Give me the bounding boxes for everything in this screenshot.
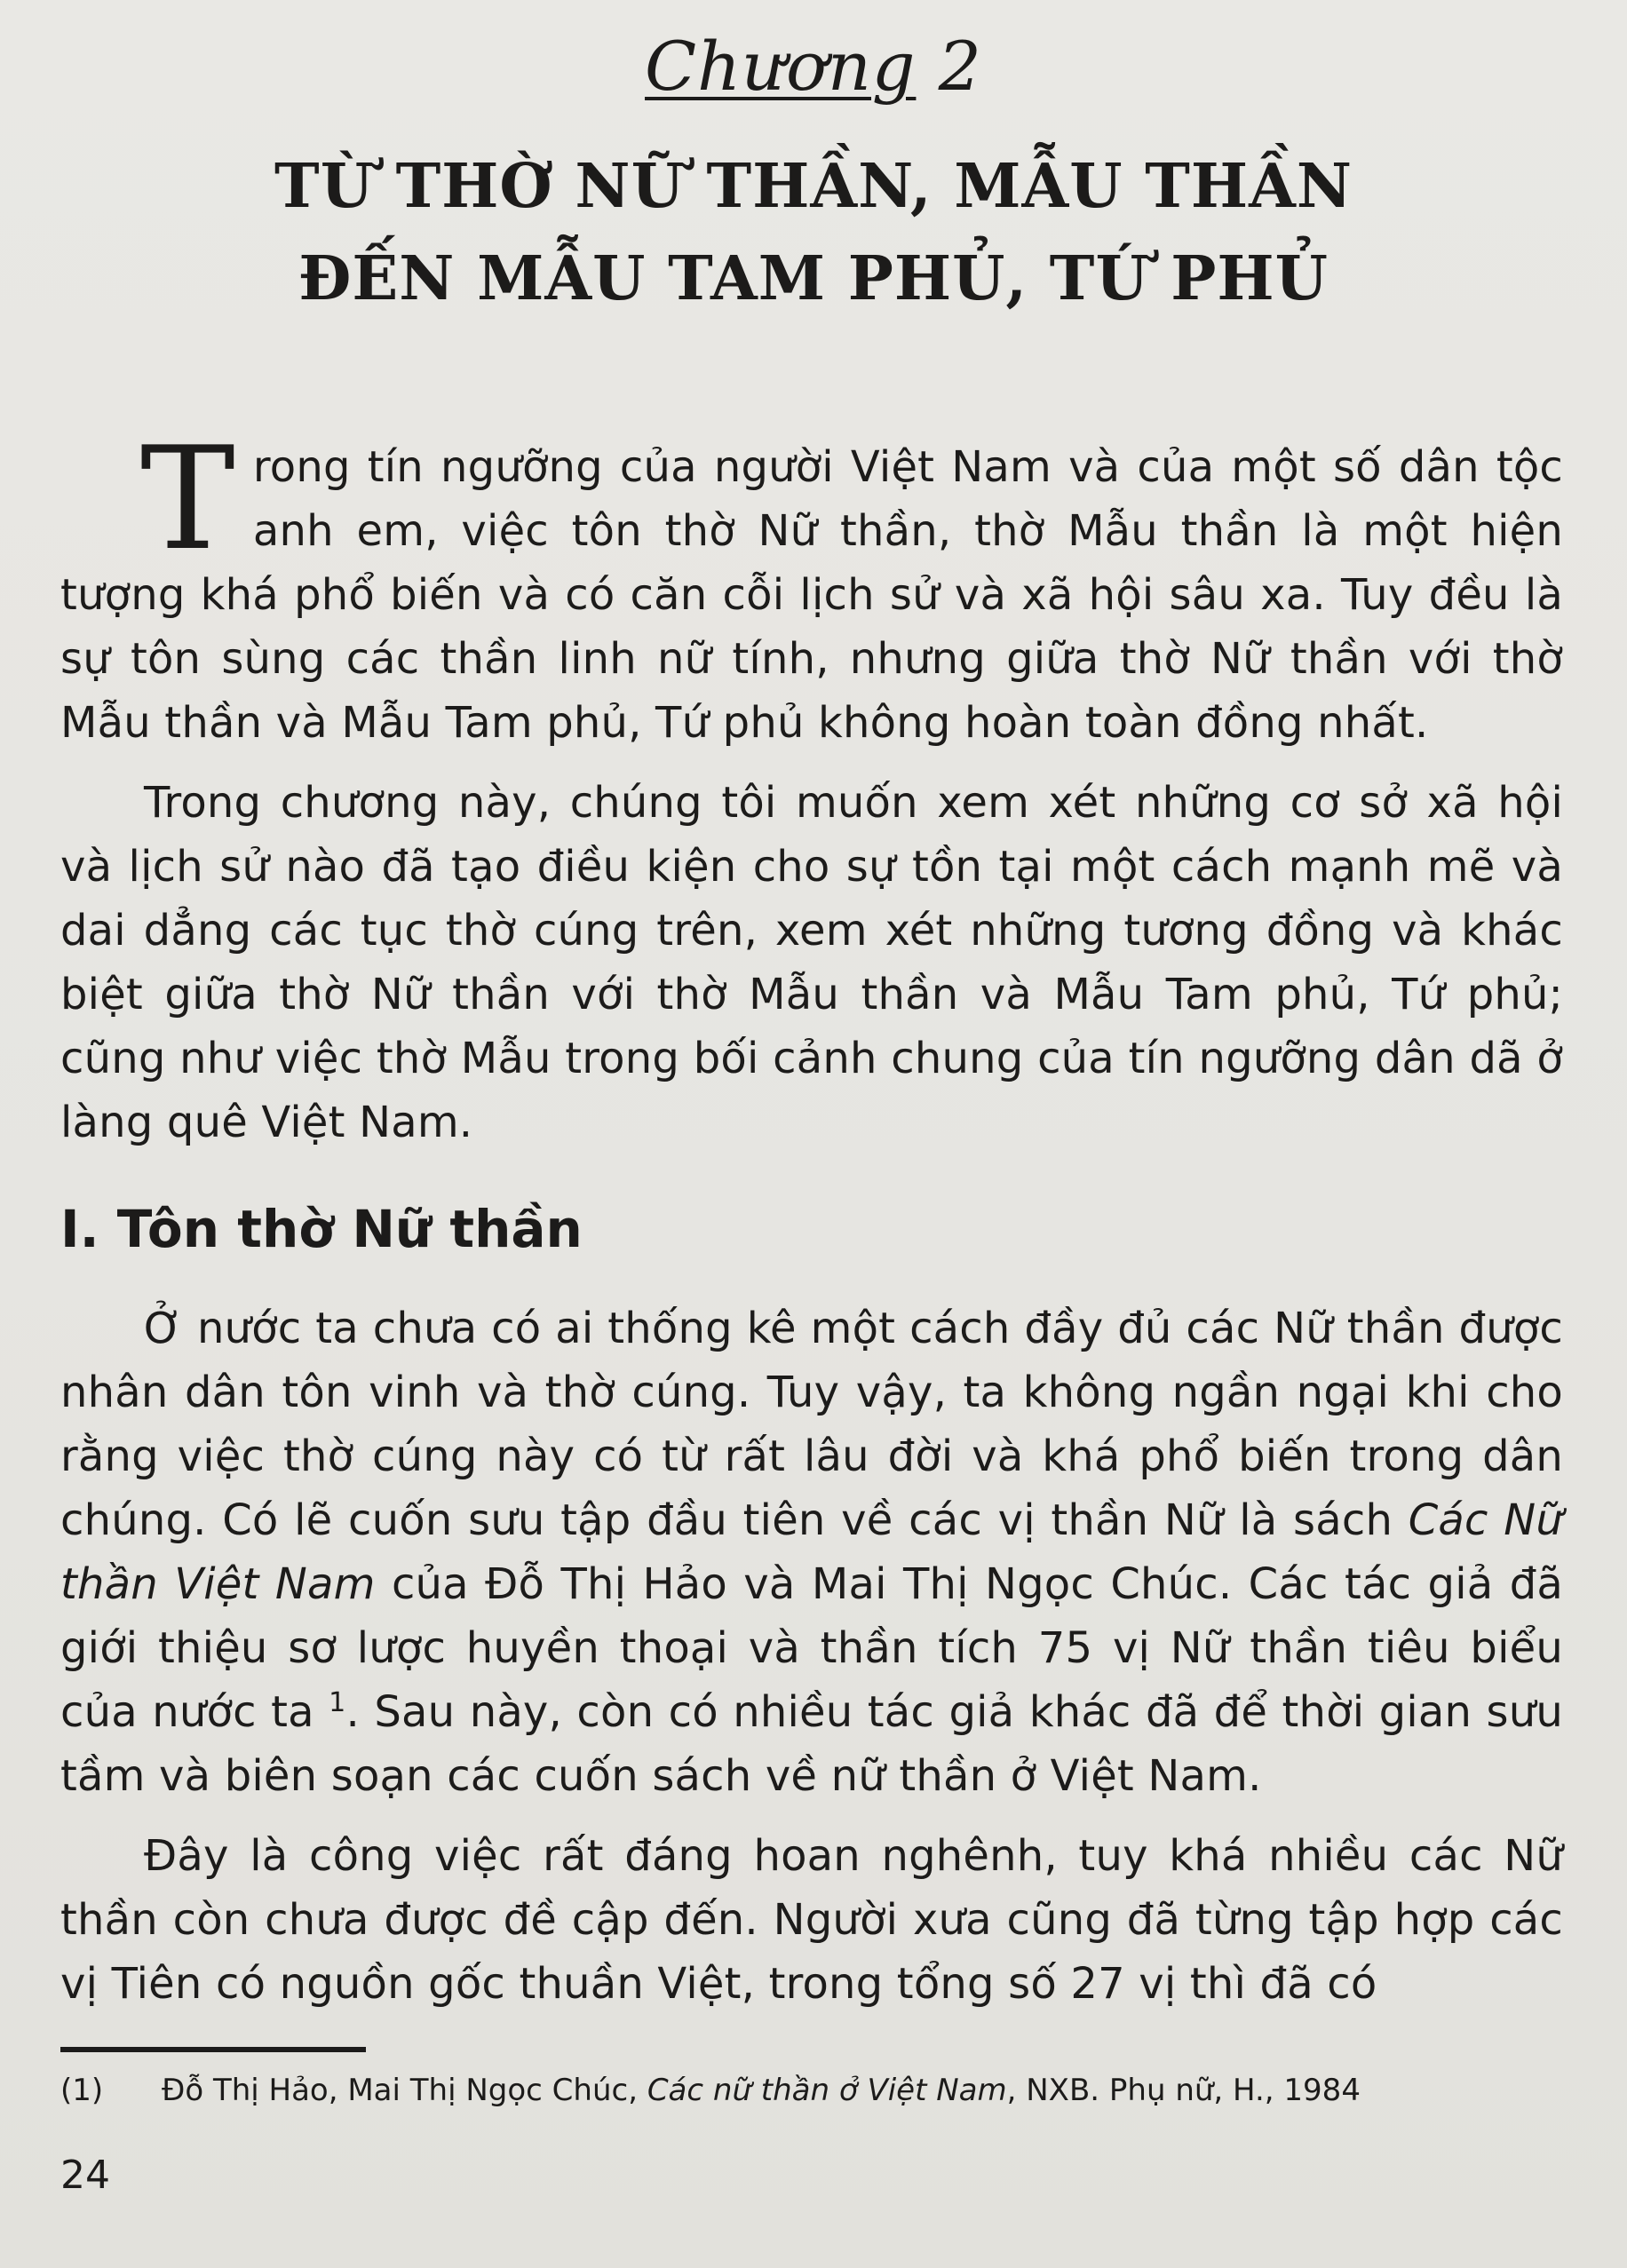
drop-cap: T (140, 416, 235, 582)
intro-paragraph-1 (60, 416, 1563, 755)
section-heading: I. Tôn thờ Nữ thần (60, 1199, 583, 1259)
intro-paragraph-1-text: rong tín ngưỡng của người Việt Nam và của một số dân tộc anh em, việc tôn thờ Nữ thần, thờ Mẫu thần là một hiện tượng khá phổ biến và có căn cỗi lịch sử và xã hội sâu xa. Tuy đều là sự tôn sùng các thần linh nữ tính, nhưng giữa thờ Nữ thần với thờ Mẫu thần và Mẫu Tam phủ, Tứ phủ không hoàn toàn đồng nhất. (60, 442, 1563, 748)
footnote (60, 2066, 1563, 2115)
section-paragraph-1-part-a: Ở nước ta chưa có ai thống kê một cách đầy đủ các Nữ thần được nhân dân tôn vinh và thờ cúng. Tuy vậy, ta không ngần ngại khi cho rằng việc thờ cúng này có từ rất lâu đời và khá phổ biến trong dân chúng. Có lẽ cuốn sưu tập đầu tiên về các vị thần Nữ là sách (60, 1304, 1563, 1545)
intro-text (60, 416, 1563, 1170)
footnote-book-title: Các nữ thần ở Việt Nam (647, 2073, 1007, 2108)
book-title: Các Nữ thần Việt Nam (60, 1495, 1563, 1609)
chapter-title-line-2: ĐẾN MẪU TAM PHỦ, TỨ PHỦ (298, 243, 1329, 314)
chapter-label (0, 27, 1627, 107)
footnote-divider (60, 2047, 366, 2052)
page-number: 24 (60, 2153, 110, 2198)
intro-paragraph-2: Trong chương này, chúng tôi muốn xem xét những cơ sở xã hội và lịch sử nào đã tạo điều kiện cho sự tồn tại một cách mạnh mẽ và dai dẳng các tục thờ cúng trên, xem xét những tương đồng và khác biệt giữa thờ Nữ thần với thờ Mẫu thần và Mẫu Tam phủ, Tứ phủ; cũng như việc thờ Mẫu trong bối cảnh chung của tín ngưỡng dân dã ở làng quê Việt Nam. (60, 778, 1563, 1147)
section-paragraph-2: Đây là công việc rất đáng hoan nghênh, tuy khá nhiều các Nữ thần còn chưa được đề cập đến. Người xưa cũng đã từng tập hợp các vị Tiên có nguồn gốc thuần Việt, trong tổng số 27 vị thì đã có (60, 1831, 1563, 2009)
section-text (60, 1297, 1563, 2032)
footnote-text-b: , NXB. Phụ nữ, H., 1984 (1006, 2073, 1361, 2108)
chapter-title-line-1: TỪ THỜ NỮ THẦN, MẪU THẦN (274, 151, 1353, 222)
chapter-word: Chương (645, 27, 917, 106)
section-paragraph-1 (60, 1297, 1563, 1808)
section-paragraph-1-part-c: . Sau này, còn có nhiều tác giả khác đã để thời gian sưu tầm và biên soạn các cuốn sách về nữ thần ở Việt Nam. (60, 1687, 1563, 1801)
section-paragraph-1-part-b: của Đỗ Thị Hảo và Mai Thị Ngọc Chúc. Các tác giả đã giới thiệu sơ lược huyền thoại và thần tích 75 vị Nữ thần tiêu biểu của nước ta (60, 1559, 1563, 1737)
chapter-title (0, 140, 1627, 325)
footnote-number: (1) (60, 2073, 104, 2108)
chapter-number: 2 (938, 27, 982, 106)
footnote-text-a: Đỗ Thị Hảo, Mai Thị Ngọc Chúc, (162, 2073, 647, 2108)
footnote-reference[interactable]: 1 (329, 1687, 346, 1718)
